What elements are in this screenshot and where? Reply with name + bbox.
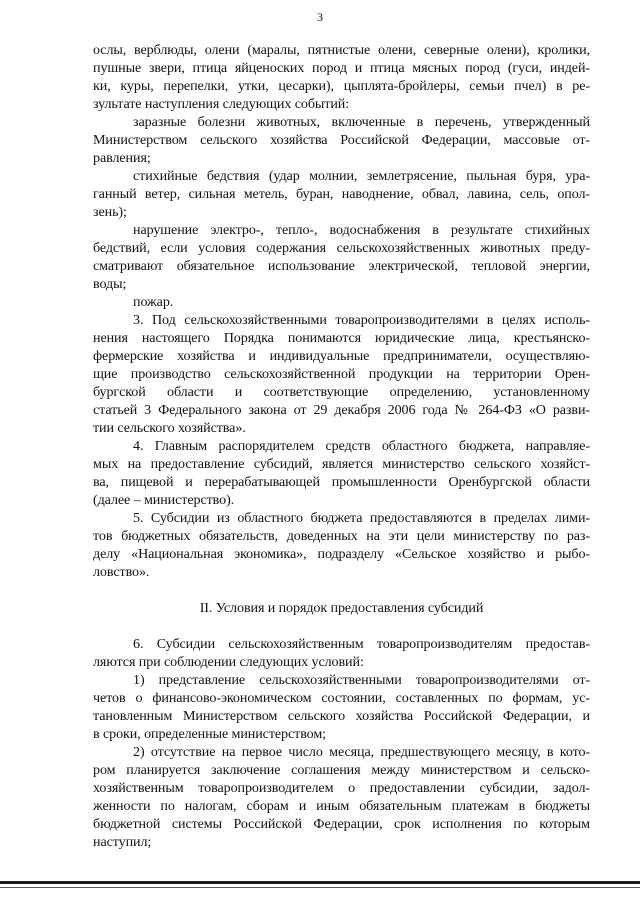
text-line: тии сельского хозяйства». [93,420,246,436]
text-line: ловство». [93,564,150,580]
text-line: в сроки, определенные министерством; [93,726,326,742]
text-line: пожар. [133,294,174,310]
text-line: заразные болезни животных, включенные в перечень, утвержденный [133,114,590,130]
text-line: сматривают обязательное использование электрической, тепловой энергии, [93,258,590,274]
text-line: Министерством сельского хозяйства Российской Федерации, массовые от- [93,132,590,148]
text-line: тов бюджетных обязательств, доведенных на эти цели министерству по раз- [93,528,590,544]
text-line: статьей 3 Федерального закона от 29 декабря 2006 года № 264-ФЗ «О разви- [93,402,590,418]
document-body [93,41,590,851]
scan-edge-rule [0,881,640,884]
section-heading: II. Условия и порядок предоставления субсидий [199,600,484,616]
text-line: ки, куры, перепелки, утки, цесарки), цыплята-бройлеры, семьи пчел) в ре- [93,78,590,94]
text-line: ва, пищевой и перерабатывающей промышленности Оренбургской области [93,474,590,490]
text-line: ром планируется заключение соглашения между министерством и сельско- [93,762,590,778]
text-line: женности по налогам, сборам и иным обязательным платежам в бюджеты [93,798,590,814]
text-line: мых на предоставление субсидий, является министерство сельского хозяйст- [93,456,590,472]
text-line: нения настоящего Порядка понимаются юридические лица, крестьянско- [93,330,590,346]
text-line: 6. Субсидии сельскохозяйственным товаропроизводителям предостав- [133,636,590,652]
text-line: пушные звери, птица яйценоских пород и птица мясных пород (гуси, индей- [93,60,590,76]
text-line: стихийные бедствия (удар молнии, землетрясение, пыльная буря, ура- [133,168,590,184]
text-line: тановленным Министерством сельского хозяйства Российской Федерации, и [93,708,590,724]
text-line: 4. Главным распорядителем средств областного бюджета, направляе- [133,438,590,454]
text-line: (далее – министерство). [93,492,235,508]
text-line: делу «Национальная экономика», подразделу «Сельское хозяйство и рыбо- [93,546,590,562]
text-line: равления; [93,150,151,166]
text-line: зультате наступления следующих событий: [93,96,350,112]
text-line: воды; [93,276,127,292]
text-line: хозяйственным товаропроизводителем о предоставлении субсидии, задол- [93,780,590,796]
spacer [93,581,590,599]
text-line: ляются при соблюдении следующих условий: [93,654,364,670]
page-number: 3 [317,10,323,24]
text-line: фермерские хозяйства и индивидуальные предприниматели, осуществляю- [93,348,590,364]
text-line: бедствий, если условия содержания сельскохозяйственных животных преду- [93,240,590,256]
text-line: бюджетной системы Российской Федерации, срок исполнения по которым [93,816,590,832]
text-line: 1) представление сельскохозяйственными товаропроизводителями от- [133,672,590,688]
scan-edge-rule-thin [0,887,640,888]
spacer [93,617,590,635]
text-line: ганный ветер, сильная метель, буран, наводнение, обвал, лавина, сель, опол- [93,186,590,202]
text-line: щие производство сельскохозяйственной продукции на территории Орен- [93,366,590,382]
text-line: наступил; [93,834,152,850]
text-line: 2) отсутствие на первое число месяца, предшествующего месяцу, в кото- [133,744,590,760]
text-line: нарушение электро-, тепло-, водоснабжения в результате стихийных [133,222,590,238]
text-line: ослы, верблюды, олени (маралы, пятнистые олени, северные олени), кролики, [93,42,590,58]
text-line: зень); [93,204,127,220]
text-line: 5. Субсидии из областного бюджета предоставляются в пределах лими- [133,510,590,526]
text-line: 3. Под сельскохозяйственными товаропроизводителями в целях исполь- [133,312,590,328]
text-line: бургской области и соответствующие определению, установленному [93,384,590,400]
text-line: четов о финансово-экономическом состоянии, составленных по формам, ус- [93,690,590,706]
